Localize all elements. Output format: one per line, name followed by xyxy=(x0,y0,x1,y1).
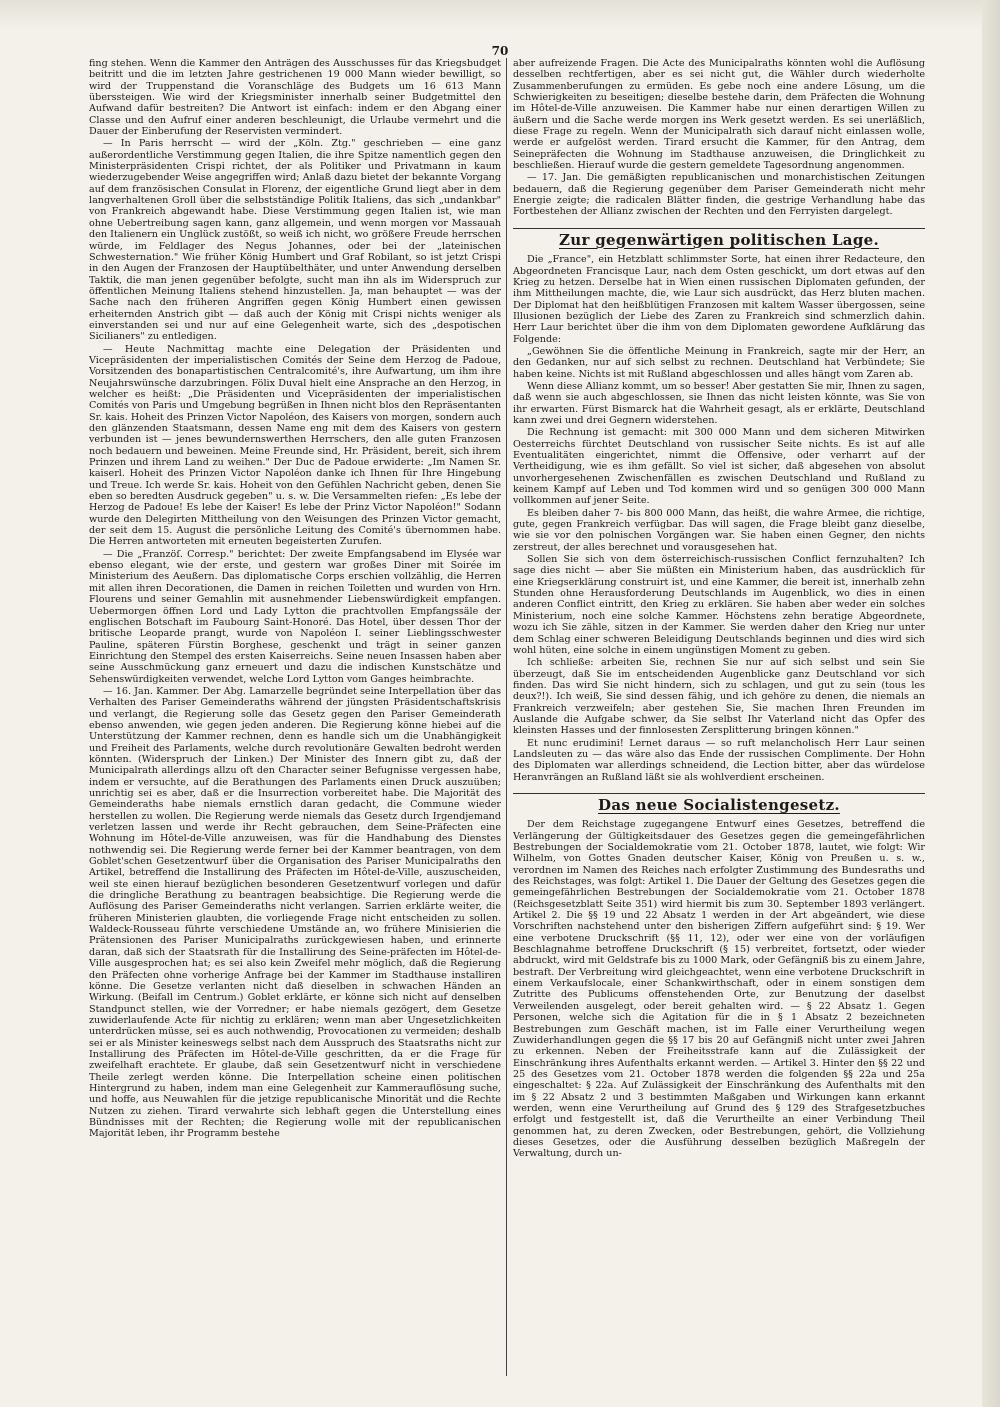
article-paragraph: Der dem Reichstage zugegangene Entwurf eines Gesetzes, betreffend die Verlängerung der Gültigkeitsdauer des Gesetzes gegen die gemeingefährlichen Bestrebungen der Socialdemokratie vom 21. October 1878, lautet, wie folgt: Wir Wilhelm, von Gottes Gnaden deutscher Kaiser, König von Preußen u. s. w., verordnen im Namen des Reiches nach erfolgter Zustimmung des Bundesraths und des Reichstages, was folgt: Artikel 1. Die Dauer der Geltung des Gesetzes gegen die gemeingefährlichen Bestrebungen der Socialdemokratie vom 21. October 1878 (Reichsgesetzblatt Seite 351) wird hiermit bis zum 30. September 1893 verlängert. Artikel 2. Die §§ 19 und 22 Absatz 1 werden in der Art abgeändert, wie diese Vorschriften nachstehend unter den bisherigen Ziffern aufgeführt sind: § 19. Wer eine verbotene Druckschrift (§§ 11, 12), oder wer eine von der vorläufigen Beschlagnahme betroffene Druckschrift (§ 15) verbreitet, fortsetzt, oder wieder abdruckt, wird mit Geldstrafe bis zu 1000 Mark, oder Gefängniß bis zu einem Jahre, bestraft. Der Verbreitung wird gleichgeachtet, wenn eine verbotene Druckschrift in einem Verkaufslocale, einer Schankwirthschaft, oder in einem sonstigen dem Zutritte des Publicums offenstehenden Orte, zur Benutzung der daselbst Verweilenden ausgelegt, oder bereit gehalten wird. — § 22 Absatz 1. Gegen Personen, welche sich die Agitation für die in § 1 Absatz 2 bezeichneten Bestrebungen zum Geschäft machen, ist im Falle einer Verurtheilung wegen Zuwiderhandlungen gegen die §§ 17 bis 20 auf Gefängniß nicht unter zwei Jahren zu erkennen. Neben der Freiheitsstrafe kann auf die Zulässigkeit der Einschränkung ihres Aufenthalts erkannt werden. — Artikel 3. Hinter den §§ 22 und 25 des Gesetzes vom 21. October 1878 werden die folgenden §§ 22a und 25a eingeschaltet: § 22a. Auf Zulässigkeit der Einschränkung des Aufenthalts mit den im § 22 Absatz 2 und 3 bestimmten Maßgaben und Wirkungen kann erkannt werden, wenn eine Verurtheilung auf Grund des § 129 des Strafgesetzbuches erfolgt und festgestellt ist, daß die Verurtheilte an einer Verbindung Theil genommen hat, zu deren Zwecken, oder Bestrebungen, gehört, die Vollziehung dieses Gesetzes, oder die Ausführung desselben bezüglich Maßregeln der Verwaltung, durch un- xyxy=(513,819,925,1160)
article-paragraph: Sollen Sie sich von dem österreichisch-russischen Conflict fernzuhalten? Ich sage dies nicht — aber Sie müßten ein Ministerium haben, das ausdrücklich für eine Kriegserklärung construirt ist, und eine Kammer, die bereit ist, innerhalb zehn Stunden ohne Herausforderung Deutschlands im Augenblick, wo dies in einen anderen Conflict eintritt, den Krieg zu erklären. Sie haben aber weder ein solches Ministerium, noch eine solche Kammer. Höchstens zehn beratige Abgeordnete, wozu ich Sie zähle, sitzen in der Kammer. Sie werden daher den Krieg nur unter dem Schlag einer schweren Beleidigung Deutschlands beginnen und dies wird sich wohl hüten, eine solche in einem ungünstigen Moment zu geben. xyxy=(513,554,925,656)
article-paragraph: „Gewöhnen Sie die öffentliche Meinung in Frankreich, sagte mir der Herr, an den Gedanken, nur auf sich selbst zu rechnen. Deutschland hat Verbündete; Sie haben keine. Nichts ist mit Rußland abgeschlossen und alles hängt vom Zaren ab. xyxy=(513,345,925,380)
section-divider xyxy=(513,228,925,229)
column-divider xyxy=(506,58,507,1376)
article-paragraph: — 17. Jan. Die gemäßigten republicanischen und monarchistischen Zeitungen bedauern, daß die Regierung gegenüber dem Pariser Gemeinderath nicht mehr Energie zeigte; die radicalen Blätter finden, die gestrige Verhandlung habe das Fortbestehen der Allianz zwischen der Rechten und den Ferryisten dargelegt. xyxy=(513,172,925,218)
article-paragraph: Et nunc erudimini! Lernet daraus — so ruft melancholisch Herr Laur seinen Landsleuten zu — das wäre also das Ende der russischen Complimente. Der Hohn des Diplomaten war allerdings schneidend, die Lection bitter, aber das würdelose Heranvrängen an Rußland läßt sie als wohlverdient erscheinen. xyxy=(513,737,925,783)
article-paragraph: Wenn diese Allianz kommt, um so besser! Aber gestatten Sie mir, Ihnen zu sagen, daß wenn sie auch abgeschlossen, sie Ihnen das nicht leisten könnte, was Sie von ihr erwarten. Fürst Bismarck hat die Wahrheit gesagt, als er erklärte, Deutschland kann zwei und drei Gegnern widerstehen. xyxy=(513,380,925,426)
page-top-shading xyxy=(0,0,1000,30)
left-column xyxy=(89,58,501,1376)
article-paragraph: Die „France", ein Hetzblatt schlimmster Sorte, hat einen ihrer Redacteure, den Abgeordneten Francisque Laur, nach dem Osten geschickt, um dort etwas auf den Krieg zu hetzen. Derselbe hat in Wien einen russischen Diplomaten gefunden, der ihm Mittheilungen machte, die, wie Laur sich ausdrückt, das Herz bluten machen. Der Diplomat hat den heißblütigen Franzosen mit kaltem Wasser übergossen, seine Illusionen bezüglich der Liebe des Zaren zu Frankreich sind schmerzlich dahin. Herr Laur berichtet über die ihm von dem Diplomaten gewordene Aufklärung das Folgende: xyxy=(513,254,925,345)
article-paragraph: Es bleiben daher 7- bis 800 000 Mann, das heißt, die wahre Armee, die richtige, gute, gegen Frankreich verfügbar. Das will sagen, die Frage bleibt ganz dieselbe, wie sie vor den polnischen Vorgängen war. Sie haben einen Gegner, den nichts zerstreut, der alles berechnet und vorausgesehen hat. xyxy=(513,507,925,553)
section-heading: Zur gegenwärtigen politischen Lage. xyxy=(559,230,879,249)
article-paragraph: fing stehen. Wenn die Kammer den Anträgen des Ausschusses für das Kriegsbudget beitritt und die im letzten Jahre gestrichenen 19 000 Mann wieder bewilligt, so wird der Truppenstand die Voranschläge des Budgets um 16 613 Mann überssteigen. Wie wird der Kriegsminister innerhalb seiner Budgetmittel den Aufwand dafür bestreiten? Die Antwort ist einfach: indem er den Abgang einer Classe und den Aufruf einer anderen beschleunigt, die Urlaube vermehrt und die Dauer der Einberufung der Reservisten vermindert. xyxy=(89,58,501,138)
article-paragraph: — In Paris herrscht — wird der „Köln. Ztg." geschrieben — eine ganz außerordentliche Verstimmung gegen Italien, die ihre Spitze namentlich gegen den Ministerpräsidenten Crispi richtet, der als Politiker und Privatmann in kaum wiederzugebender Weise angegriffen wird; Anlaß dazu bietet der bekannte Vorgang auf dem französischen Consulat in Florenz, der eigentliche Grund liegt aber in dem langverhaltenen Groll über die selbstständige Politik Italiens, das sich „undankbar" von Frankreich abgewandt habe. Diese Verstimmung gegen Italien ist, wie man ohne Uebertreibung sagen kann, ganz allgemein, und wenn morgen vor Massauah den Italienern ein Unglück zustößt, so weiß ich nicht, wo größere Freude herrschen würde, im Feldlager des Negus Johannes, oder bei der „lateinischen Schwesternation." Wie früher König Humbert und Graf Robilant, so ist jetzt Crispi in den Augen der Franzosen der Hauptübelthäter, und unter Anwendung derselben Taktik, die man jenen gegenüber befolgte, sucht man ihn als im Widerspruch zur öffentlichen Meinung Italiens stehend hinzustellen. Ja, man behauptet — was der Sache nach den früheren Angriffen gegen König Humbert einen gewissen erheiternden Anstrich gibt — daß auch der König mit Crispi nichts weniger als einverstanden sei und nur auf eine Gelegenheit warte, sich des „despotischen Sicilianers" zu entledigen. xyxy=(89,138,501,343)
section-heading: Das neue Socialistengesetz. xyxy=(598,795,840,814)
article-paragraph: aber aufreizende Fragen. Die Acte des Municipalraths könnten wohl die Auflösung desselben rechtfertigen, aber es sei nicht gut, die Wähler durch wiederholte Zusammenberufungen zu ermüden. Es gebe noch eine andere Lösung, um die Schwierigkeiten zu beseitigen; dieselbe bestehe darin, dem Präfecten die Wohnung im Hôtel-de-Ville anzuweisen. Die Kammer habe nur einen derartigen Willen zu äußern und die Sache werde morgen ins Werk gesetzt werden. Es sei unerläßlich, diese Frage zu regeln. Wenn der Municipalrath sich darauf nicht einlassen wolle, werde er aufgelöst werden. Tirard ersucht die Kammer, für den Antrag, dem Seinepräfecten die Wohnung im Stadthause anzuweisen, die Dringlichkeit zu beschließen. Hierauf wurde die gestern gemeldete Tagesordnung angenommen. xyxy=(513,58,925,172)
section-divider xyxy=(513,793,925,794)
article-paragraph: — Die „Franzöſ. Corresp." berichtet: Der zweite Empfangsabend im Elysée war ebenso elegant, wie der erste, und gestern war großes Diner mit Soirée im Ministerium des Aeußern. Das diplomatische Corps erschien vollzählig, die Herren mit allen ihren Decorationen, die Damen in reichen Toiletten und wurden von Hrn. Flourens und seiner Gemahlin mit ausnehmender Liebenswürdigkeit empfangen. Uebermorgen öffnen Lord und Lady Lytton die prachtvollen Empfangssäle der englischen Botschaft im Faubourg Saint-Honoré. Das Hotel, über dessen Thor der britische Leoparde prangt, wurde von Napoléon I. seiner Lieblingsschwester Pauline, späteren Fürstin Borghese, geschenkt und trägt in seiner ganzen Einrichtung den Stempel des ersten Kaiserreichs. Seine neuen Insassen haben aber seine Ausschmückung ganz erneuert und dazu die indischen Kunstschätze und Sehenswürdigkeiten verwendet, welche Lord Lytton vom Ganges heimbrachte. xyxy=(89,548,501,685)
page-number: 70 xyxy=(491,44,509,58)
article-paragraph: — 16. Jan. Kammer. Der Abg. Lamarzelle begründet seine Interpellation über das Verhalten des Pariser Gemeinderaths während der jüngsten Präsidentschaftskrisis und verlangt, die Regierung solle das Gesetz gegen den Pariser Gemeinderath ebenso anwenden, wie gegen jeden anderen. Die Regierung könne hiebei auf die Unterstützung der Kammer rechnen, denn es handle sich um die Unabhängigkeit und Freiheit des Parlaments, welche durch revolutionäre Gewalten bedroht werden könnten. (Widerspruch der Linken.) Der Minister des Innern gibt zu, daß der Municipalrath allerdings allzu oft den Character seiner Befugnisse vergessen habe, indem er versuchte, auf die Berathungen des Parlaments einen Druck auszuüben; unrichtig sei es aber, daß er die Insurrection vorbereitet habe. Die Majorität des Gemeinderaths habe niemals ernstlich daran gedacht, die Commune wieder herstellen zu wollen. Die Regierung werde niemals das Gesetz durch Irgendjemand verletzen lassen und werde ihr Recht gebrauchen, dem Seine-Präfecten eine Wohnung im Hôtel-de-Ville anzuweisen, was für die Handhabung des Dienstes nothwendig sei. Die Regierung werde ferner bei der Kammer beantragen, von dem Goblet'schen Gesetzentwurf über die Organisation des Pariser Municipalraths den Artikel, betreffend die Installirung des Präfecten im Hôtel-de-Ville, auszuscheiden, weil ste einen hierauf bezüglichen besonderen Gesetzentwurf vorlegen und dafür die dringliche Berathung zu beantragen beabsichtige. Die Regierung werde die Auflösung des Pariser Gemeinderaths nicht verlangen. Sarrien erklärte weiter, die früheren Ministerien glaubten, die vorliegende Frage nicht entscheiden zu sollen. Waldeck-Rousseau führte verschiedene Umstände an, wo frühere Minisierien die Prätensionen des Pariser Municipalraths zurückgewiesen haben, und erinnerte daran, daß sich der Staatsrath für die Installirung des Seine-präfecten im Hôtel-de-Ville ausgesprochen hat; es sei also kein Zweifel mehr möglich, daß die Regierung den Präfecten ohne vorherige Anfrage bei der Kammer im Stadthause installiren könne. Die Gesetze verlanten nicht daß dieselben in schwachen Händen an Wirkung. (Beifall im Centrum.) Goblet erklärte, er könne sich nicht auf denselben Standpunct stellen, wie der Vorredner; er habe niemals gezögert, dem Gesetze zuwiderlaufende Acte für nichtig zu erklären; wenn man aber Ungesetzlichkeiten unterdrücken müsse, sei es auch nothwendig, Provocationen zu vermeiden; deshalb sei er als Minister keineswegs selbst nach dem Ausspruch des Staatsraths nicht zur Installirung des Präfecten im Hôtel-de-Ville geschritten, da er die Frage für zweifelhaft erachtete. Er glaube, daß sein Gesetzentwurf nicht in verschiedene Theile zerlegt werden könne. Die Interpellation scheine einen politischen Hintergrund zu haben, indem man eine Gelegenheit zur Kammerauflösung suche, und hoffe, aus Neuwahlen für die jetzige republicanische Minorität und die Rechte Nutzen zu ziehen. Tirard verwahrte sich lebhaft gegen die Unterstellung eines Bündnisses mit der Rechten; die Regierung wolle mit der republicanischen Majorität leben, ihr Programm bestehe xyxy=(89,685,501,1140)
article-paragraph: Die Rechnung ist gemacht: mit 300 000 Mann und dem sicheren Mitwirken Oesterreichs fürchtet Deutschland von russischer Seite nichts. Es ist auf alle Eventualitäten eingerichtet, nimmt die Offensive, oder verharrt auf der Vertheidigung, wie es ihm gefällt. So viel ist sicher, daß abgesehen von absolut unvorhergesehenen Zwischenfällen es zwischen Deutschland und Rußland zu keinem Kampf auf Leben und Tod kommen wird und so genügen 300 000 Mann vollkommen auf jener Seite. xyxy=(513,427,925,507)
article-paragraph: Ich schließe: arbeiten Sie, rechnen Sie nur auf sich selbst und sein Sie überzeugt, daß Sie im entscheidenden Augenblicke ganz Deutschland vor sich finden. Das wird Sie nicht hindern, sich zu schlagen, und gut zu sein (tous les deux?!). Ich weiß, Sie sind dessen fähig, und ich gehöre zu denen, die niemals an Frankreich verzweifeln; aber gestehen Sie, Sie machen Ihren Freunden im Auslande die Aufgabe schwer, da Sie selbst Ihr Vaterland nicht das Opfer des kleinsten Hasses und der finnlosesten Zersplitterung bringen können." xyxy=(513,657,925,737)
right-column xyxy=(513,58,925,1376)
article-paragraph: — Heute Nachmittag machte eine Delegation der Präsidenten und Vicepräsidenten der imperialistischen Comités der Seine dem Herzog de Padoue, Vorsitzenden des bonapartistischen Centralcomité's, ihre Aufwartung, um ihm ihre Neujahrswünsche darzubringen. Fölix Duval hielt eine Ansprache an den Herzog, in welcher es heißt: „Die Präsidenten und Vicepräsidenten der imperialistischen Comités von Paris und Umgebung begrüßen in Ihnen nicht blos den Repräsentanten Sr. kais. Hoheit des Prinzen Victor Napoléon, des Kaisers von morgen, sondern auch den glänzenden Staatsmann, dessen Name eng mit dem des Kaisers von gestern verbunden ist — jenes bewundernswerthen Herrschers, den alle guten Franzosen noch bedauern und beweinen. Meine Freunde sind, Hr. Präsident, bereit, sich ihrem Prinzen und ihrem Land zu weihen." Der Duc de Padoue erwiderte: „Im Namen Sr. kaiserl. Hoheit des Prinzen Victor Napoléon danke ich Ihnen für Ihre Hingebung und Treue. Ich werde Sr. kais. Hoheit von den Gefühlen Nachricht geben, denen Sie eben so beredten Ausdruck gegeben" u. s. w. Die Versammelten riefen: „Es lebe der Herzog de Padoue! Es lebe der Kaiser! Es lebe der Prinz Victor Napoléon!" Sodann wurde den Delegirten Mittheilung von den Weisungen des Prinzen Victor gemacht, der seit dem 15. August die persönliche Leitung des Comité's übernommen habe. Die Herren antworteten mit erneuten begeisterten Zurufen. xyxy=(89,343,501,548)
page-edge-strip xyxy=(982,0,1000,1407)
